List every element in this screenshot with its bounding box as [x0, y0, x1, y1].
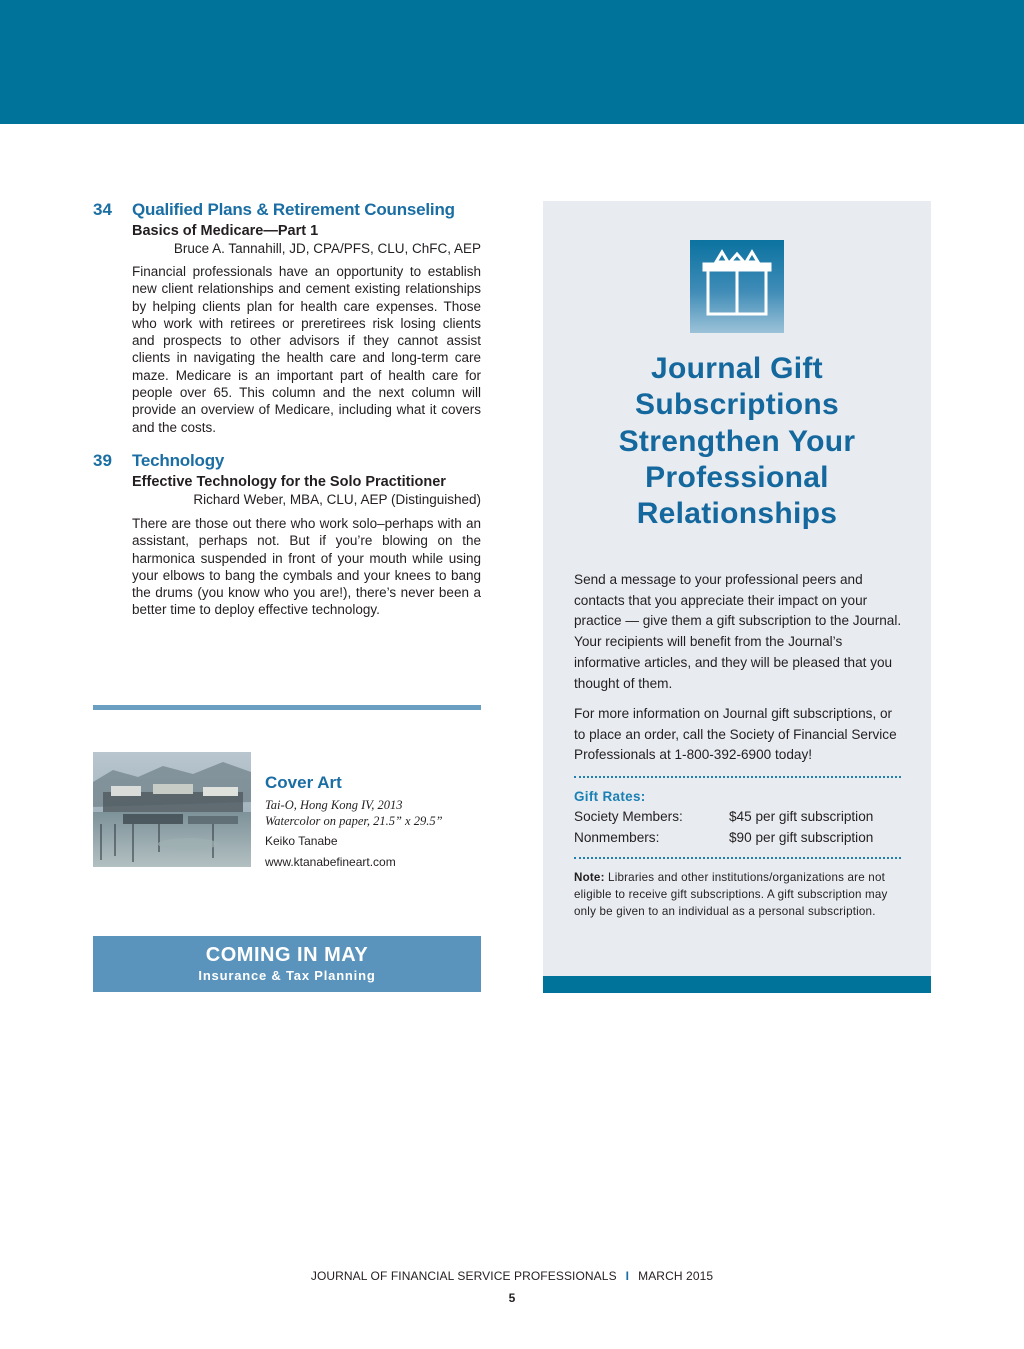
- headline-line: Journal Gift: [651, 352, 823, 385]
- headline-line: Relationships: [636, 497, 838, 531]
- page-number: 5: [508, 1291, 516, 1305]
- note-text: Libraries and other institutions/organizations are not eligible to receive gift subscriptions. A gift subscription may only be given to an individual as a personal subscription.: [574, 871, 888, 919]
- note-label: Note:: [574, 871, 605, 884]
- article-page-number: 39: [93, 451, 112, 470]
- gift-subscription-panel: [543, 201, 931, 976]
- article-author: Bruce A. Tannahill, JD, CPA/PFS, CLU, ChFC, AEP: [173, 241, 481, 256]
- article-listing[interactable]: [93, 451, 481, 641]
- cover-art-thumbnail: [93, 752, 251, 867]
- page-footer: [0, 1269, 1024, 1283]
- article-summary: There are those out there who work solo–perhaps with an assistant, perhaps not. But if you’re blowing on the harmonica suspended in front of your mouth while using your elbows to bang the cymbals and your knees to bang the drums (you know who you are!), there’s never been a better time to deploy effective technology.: [132, 516, 481, 618]
- footer-date: MARCH 2015: [638, 1269, 714, 1283]
- dotted-divider: [574, 857, 901, 859]
- article-title: Effective Technology for the Solo Practitioner: [132, 474, 446, 490]
- cover-art-heading: Cover Art: [265, 773, 342, 792]
- headline-line: Strengthen Your: [618, 424, 856, 458]
- gift-rates-heading: Gift Rates:: [574, 789, 646, 804]
- dotted-divider: [574, 776, 901, 778]
- coming-heading: COMING IN MAY: [205, 944, 369, 966]
- article-summary: Financial professionals have an opportunity to establish new client relationships and cement existing relationships by helping clients plan for health care expenses. Those who work with retirees or preretirees risk losing clients and prospects to other advisors if they cannot assist clients in navigating the health care and long-term care maze. Medicare is an important part of health care for people over 65. This column and the next column will provide an overview of Medicare, including what it covers and the costs.: [132, 264, 481, 435]
- coming-subheading: Insurance & Tax Planning: [198, 968, 376, 983]
- promo-paragraph: Send a message to your professional peers and contacts that you appreciate their impact on your practice — give them a gift subscription to the Journal. Your recipients will benefit from the Journal’s informative articles, and they will be pleased that you thought of them.: [574, 572, 902, 691]
- article-title: Basics of Medicare—Part 1: [132, 223, 319, 239]
- coming-in-may-banner: [93, 936, 481, 992]
- headline-line: Professional: [645, 460, 829, 494]
- promo-headline: [543, 351, 931, 532]
- article-author: Richard Weber, MBA, CLU, AEP (Distinguished): [193, 492, 481, 507]
- article-section: Technology: [132, 451, 225, 470]
- rate-value-members: $45 per gift subscription: [729, 809, 874, 824]
- article-page-number: 34: [93, 200, 112, 219]
- cover-art-artist: Keiko Tanabe: [265, 834, 338, 848]
- rate-value-nonmembers: $90 per gift subscription: [729, 830, 874, 845]
- section-divider: [93, 705, 481, 710]
- promo-contact-paragraph: For more information on Journal gift subscriptions, or to place an order, call the Society of Financial Service Professionals at 1-800-392-6900 today!: [574, 706, 897, 763]
- cover-art-website-link[interactable]: www.ktanabefineart.com: [265, 855, 396, 869]
- cover-art-medium: Watercolor on paper, 21.5” x 29.5”: [265, 814, 443, 828]
- footer-separator: I: [625, 1269, 630, 1283]
- gift-box-icon: [690, 240, 784, 333]
- panel-bottom-bar: [543, 976, 931, 993]
- article-listing[interactable]: [93, 200, 481, 440]
- footer-journal-name: JOURNAL OF FINANCIAL SERVICE PROFESSIONALS: [310, 1269, 617, 1283]
- rate-label-members: Society Members:: [574, 809, 683, 824]
- top-color-band: [0, 0, 1024, 124]
- rate-label-nonmembers: Nonmembers:: [574, 830, 660, 845]
- cover-art-title: Tai-O, Hong Kong IV, 2013: [265, 798, 403, 812]
- article-section: Qualified Plans & Retirement Counseling: [132, 200, 455, 219]
- eligibility-note: [574, 869, 904, 921]
- headline-line: Subscriptions: [635, 388, 839, 422]
